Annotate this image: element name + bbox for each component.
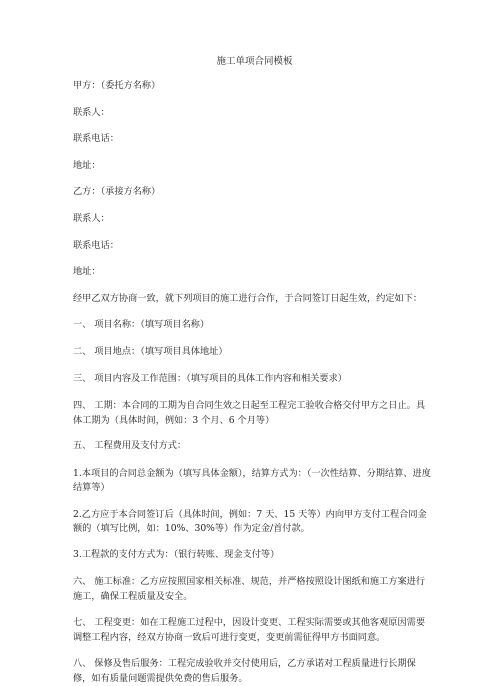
party-a-label: 甲方：（委托方名称） — [73, 80, 161, 91]
party-a-address: 地址： — [73, 159, 101, 171]
document-title: 施工单项合同模板 — [216, 56, 293, 67]
section-fees-item-2: 2.乙方应于本合同签订后（具体时间，例如：7 天、15 天等）内向甲方支付工程合同金额的（填写比例，如：10%、30%等）作为定金/首付款。 — [73, 508, 427, 535]
section-project-location: 二、 项目地点：（填写项目具体地址） — [73, 345, 228, 357]
section-construction-standard: 六、 施工标准：乙方应按照国家相关标准、规范，并严格按照设计图纸和施工方案进行施工，确保工程质量及安全。 — [73, 576, 426, 602]
party-b-label: 乙方：（承接方名称） — [73, 186, 161, 198]
section-project-name: 一、 项目名称：（填写项目名称） — [73, 319, 210, 331]
section-fees-payment: 五、 工程费用及支付方式： — [73, 440, 187, 452]
party-b-phone: 联系电话： — [73, 239, 119, 251]
section-duration: 四、 工期：本合同的工期为自合同生效之日起至工程完工验收合格交付甲方之日止。具体工期为（具体时间，例如：3 个月、6 个月等） — [73, 400, 426, 426]
party-b-contact: 联系人： — [73, 212, 110, 224]
intro-paragraph: 经甲乙双方协商一致，就下列项目的施工进行合作，于合同签订日起生效，约定如下： — [73, 292, 423, 304]
party-a-phone: 联系电话： — [73, 133, 119, 145]
party-b-address: 地址： — [73, 266, 101, 278]
section-fees-item-1: 1.本项目的合同总金额为（填写具体金额），结算方式为：（一次性结算、分期结算、进度结算等） — [73, 467, 431, 494]
section-project-scope: 三、 项目内容及工作范围：（填写项目的具体工作内容和相关要求） — [73, 372, 347, 384]
section-warranty: 八、 保修及售后服务：工程完成验收并交付使用后，乙方承诺对工程质量进行长期保修，如有质量问题需提供免费的售后服务。 — [73, 658, 416, 684]
section-change-order: 七、 工程变更：如在工程施工过程中，因设计变更、工程实际需要或其他客观原因需要调整工程内容，经双方协商一致后可进行变更，变更前需征得甲方书面同意。 — [73, 617, 426, 643]
section-fees-item-3: 3.工程款的支付方式为：（银行转账、现金支付等） — [73, 548, 280, 560]
party-a-contact: 联系人： — [73, 106, 110, 118]
